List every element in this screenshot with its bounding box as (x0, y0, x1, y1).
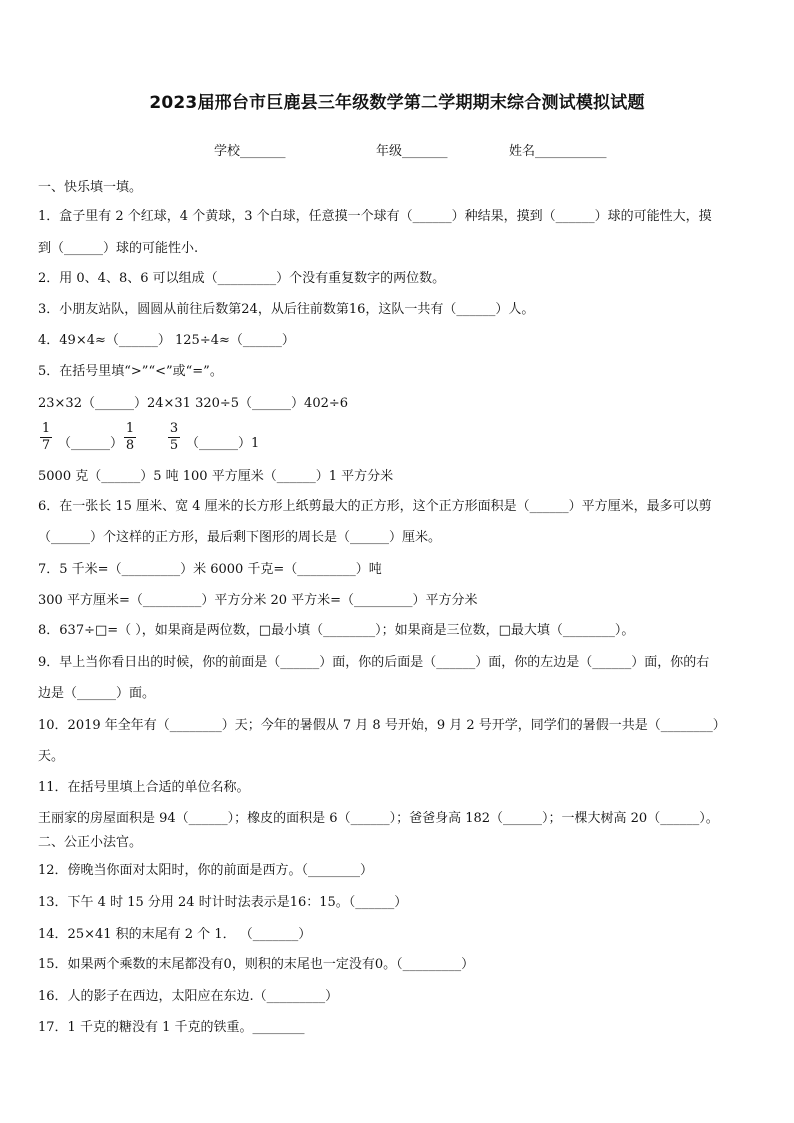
question-1-line-1: 1．盒子里有 2 个红球，4 个黄球，3 个白球，任意摸一个球有（______）种结果，摸到（______）球的可能性大，摸 (38, 209, 712, 224)
question-8: 8．637÷□=（ ），如果商是两位数，□最小填（________）；如果商是三位数，□最大填（________）。 (38, 623, 635, 638)
fraction-1-7: $\frac{1}{7}$ (41, 421, 51, 453)
question-10-line-2: 天。 (38, 749, 65, 764)
fraction-1-8: $\frac{1}{8}$ (125, 421, 135, 453)
question-5-row-3: 5000 克（______）5 吨 100 平方厘米（______）1 平方分米 (38, 469, 394, 484)
school-field: 学校_______ (214, 144, 286, 159)
question-15: 15．如果两个乘数的末尾都没有0，则积的末尾也一定没有0。（_________） (38, 957, 475, 972)
question-6-line-2: （______）个这样的正方形，最后剩下图形的周长是（______）厘米。 (38, 530, 442, 545)
name-field: 姓名___________ (509, 144, 607, 159)
question-14: 14．25×41 积的末尾有 2 个 1． （_______） (38, 927, 312, 942)
fraction-3-5: $\frac{3}{5}$ (169, 421, 179, 453)
page-title: 2023届邢台市巨鹿县三年级数学第二学期期末综合测试模拟试题 (149, 93, 645, 113)
question-17: 17．1 千克的糖没有 1 千克的铁重。________ (38, 1020, 305, 1035)
question-16: 16．人的影子在西边，太阳应在东边.（_________） (38, 989, 339, 1004)
question-11-content: 王丽家的房屋面积是 94（______）；橡皮的面积是 6（______）；爸爸身高 182（______）；一棵大树高 20（______）。 (38, 811, 719, 826)
section-heading-1: 一、快乐填一填。 (38, 180, 143, 195)
question-5: 5．在括号里填“>”“<”或“=”。 (38, 364, 223, 379)
question-13: 13．下午 4 时 15 分用 24 时计时法表示是16：15。（______） (38, 895, 408, 910)
fraction-compare-blank-2: （______）1 (186, 436, 260, 451)
question-7-line-1: 7．5 千米=（_________）米 6000 千克=（_________）吨 (38, 562, 382, 577)
question-7-line-2: 300 平方厘米=（_________）平方分米 20 平方米=（_________）平方分米 (38, 593, 478, 608)
question-12: 12．傍晚当你面对太阳时，你的前面是西方。（________） (38, 863, 374, 878)
fraction-compare-blank-1: （______） (58, 436, 124, 451)
question-9-line-1: 9．早上当你看日出的时候，你的前面是（______）面，你的后面是（______）面，你的左边是（______）面，你的右 (38, 655, 710, 670)
question-4: 4．49×4≈（______） 125÷4≈（______） (38, 333, 295, 348)
question-9-line-2: 边是（______）面。 (38, 686, 156, 701)
question-3: 3．小朋友站队，圆圆从前往后数第24，从后往前数第16，这队一共有（______）人。 (38, 302, 535, 317)
question-6-line-1: 6．在一张长 15 厘米、宽 4 厘米的长方形上纸剪最大的正方形，这个正方形面积是（______）平方厘米，最多可以剪 (38, 499, 712, 514)
question-10-line-1: 10．2019 年全年有（________）天；今年的暑假从 7 月 8 号开始，9 月 2 号开学，同学们的暑假一共是（________） (38, 718, 726, 733)
question-5-row-1: 23×32（______）24×31 320÷5（______）402÷6 (38, 396, 349, 411)
question-11: 11．在括号里填上合适的单位名称。 (38, 780, 250, 795)
grade-field: 年级_______ (376, 144, 448, 159)
question-1-line-2: 到（______）球的可能性小. (38, 241, 199, 256)
section-heading-2: 二、公正小法官。 (38, 835, 143, 850)
question-2: 2．用 0、4、8、6 可以组成（_________）个没有重复数字的两位数。 (38, 271, 446, 286)
